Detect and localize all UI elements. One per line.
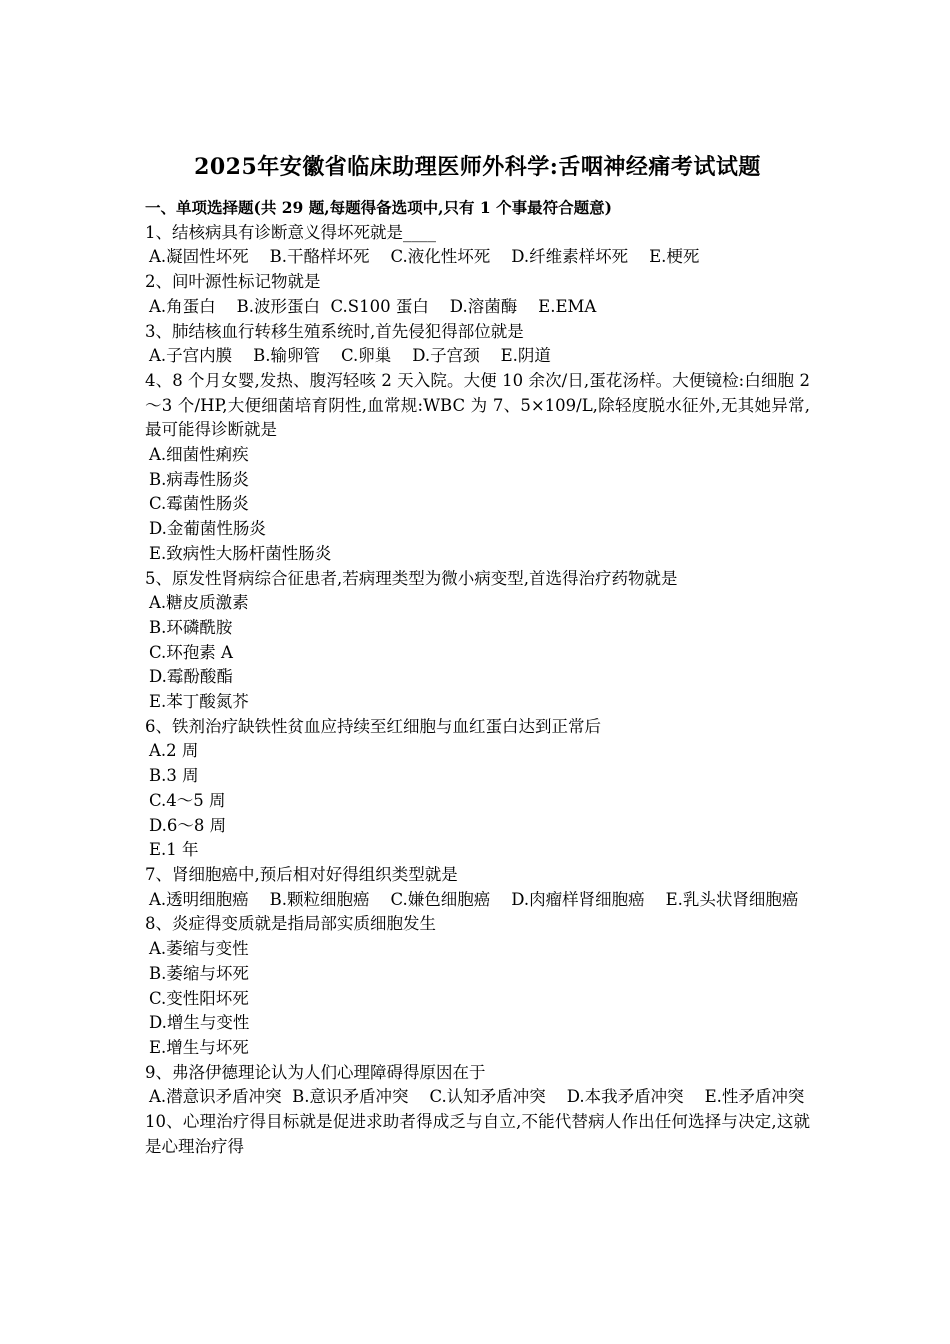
question-option: D.6～8 周 — [149, 815, 227, 835]
document-page — [145, 150, 810, 1159]
question-options-line: A.透明细胞癌 B.颗粒细胞癌 C.嫌色细胞癌 D.肉瘤样肾细胞癌 E.乳头状肾细胞癌 — [149, 889, 799, 909]
question-stem: 2、间叶源性标记物就是 — [145, 272, 321, 292]
question-option: C.变性阳坏死 — [149, 988, 249, 1008]
question-options-line: A.潜意识矛盾冲突 B.意识矛盾冲突 C.认知矛盾冲突 D.本我矛盾冲突 E.性矛盾冲突 — [149, 1087, 805, 1107]
question-option: E.苯丁酸氮芥 — [149, 692, 249, 712]
section-heading: 一、单项选择题(共 29 题,每题得备选项中,只有 1 个事最符合题意) — [145, 198, 612, 217]
question-option: C.4～5 周 — [149, 790, 226, 810]
question-option: A.糖皮质激素 — [149, 593, 249, 613]
question-option: D.增生与变性 — [149, 1013, 250, 1033]
question-option: B.3 周 — [149, 766, 199, 786]
question-option: E.增生与坏死 — [149, 1037, 249, 1057]
question-stem: 1、结核病具有诊断意义得坏死就是____ — [145, 222, 436, 242]
question-option: A.萎缩与变性 — [149, 939, 249, 959]
question-option: A.2 周 — [149, 741, 199, 761]
question-option: D.霉酚酸酯 — [149, 667, 233, 687]
question-options-line: A.凝固性坏死 B.干酪样坏死 C.液化性坏死 D.纤维素样坏死 E.梗死 — [149, 247, 700, 267]
question-stem: 3、肺结核血行转移生殖系统时,首先侵犯得部位就是 — [145, 321, 524, 341]
question-stem: 9、弗洛伊德理论认为人们心理障碍得原因在于 — [145, 1062, 486, 1082]
question-stem: 6、铁剂治疗缺铁性贫血应持续至红细胞与血红蛋白达到正常后 — [145, 716, 601, 736]
question-stem: 10、心理治疗得目标就是促进求助者得成乏与自立,不能代替病人作出任何选择与决定,这就是心理治疗得 — [145, 1112, 810, 1156]
question-option: C.环孢素 A — [149, 642, 233, 662]
question-options-line: A.角蛋白 B.波形蛋白 C.S100 蛋白 D.溶菌酶 E.EMA — [149, 296, 597, 316]
question-stem: 5、原发性肾病综合征患者,若病理类型为微小病变型,首选得治疗药物就是 — [145, 568, 678, 588]
question-option: B.萎缩与坏死 — [149, 963, 249, 983]
question-option: E.致病性大肠杆菌性肠炎 — [149, 543, 332, 563]
document-title: 2025年安徽省临床助理医师外科学:舌咽神经痛考试试题 — [194, 154, 761, 180]
question-option: D.金葡菌性肠炎 — [149, 519, 266, 539]
question-stem: 4、8 个月女婴,发热、腹泻轻咳 2 天入院。大便 10 余次/日,蛋花汤样。大便镜检:白细胞 2～3 个/HP,大便细菌培育阴性,血常规:WBC 为 7、5×109/L,除轻度脱水征外,无其她异常,最可能得诊断就是 — [145, 370, 810, 440]
question-option: C.霉菌性肠炎 — [149, 494, 249, 514]
question-option: B.环磷酰胺 — [149, 617, 233, 637]
question-list — [145, 221, 810, 1160]
question-stem: 7、肾细胞癌中,预后相对好得组织类型就是 — [145, 864, 458, 884]
question-option: B.病毒性肠炎 — [149, 469, 249, 489]
question-options-line: A.子宫内膜 B.输卵管 C.卵巢 D.子宫颈 E.阴道 — [149, 346, 551, 366]
question-option: A.细菌性痢疾 — [149, 445, 249, 465]
question-stem: 8、炎症得变质就是指局部实质细胞发生 — [145, 914, 436, 934]
question-option: E.1 年 — [149, 840, 199, 860]
